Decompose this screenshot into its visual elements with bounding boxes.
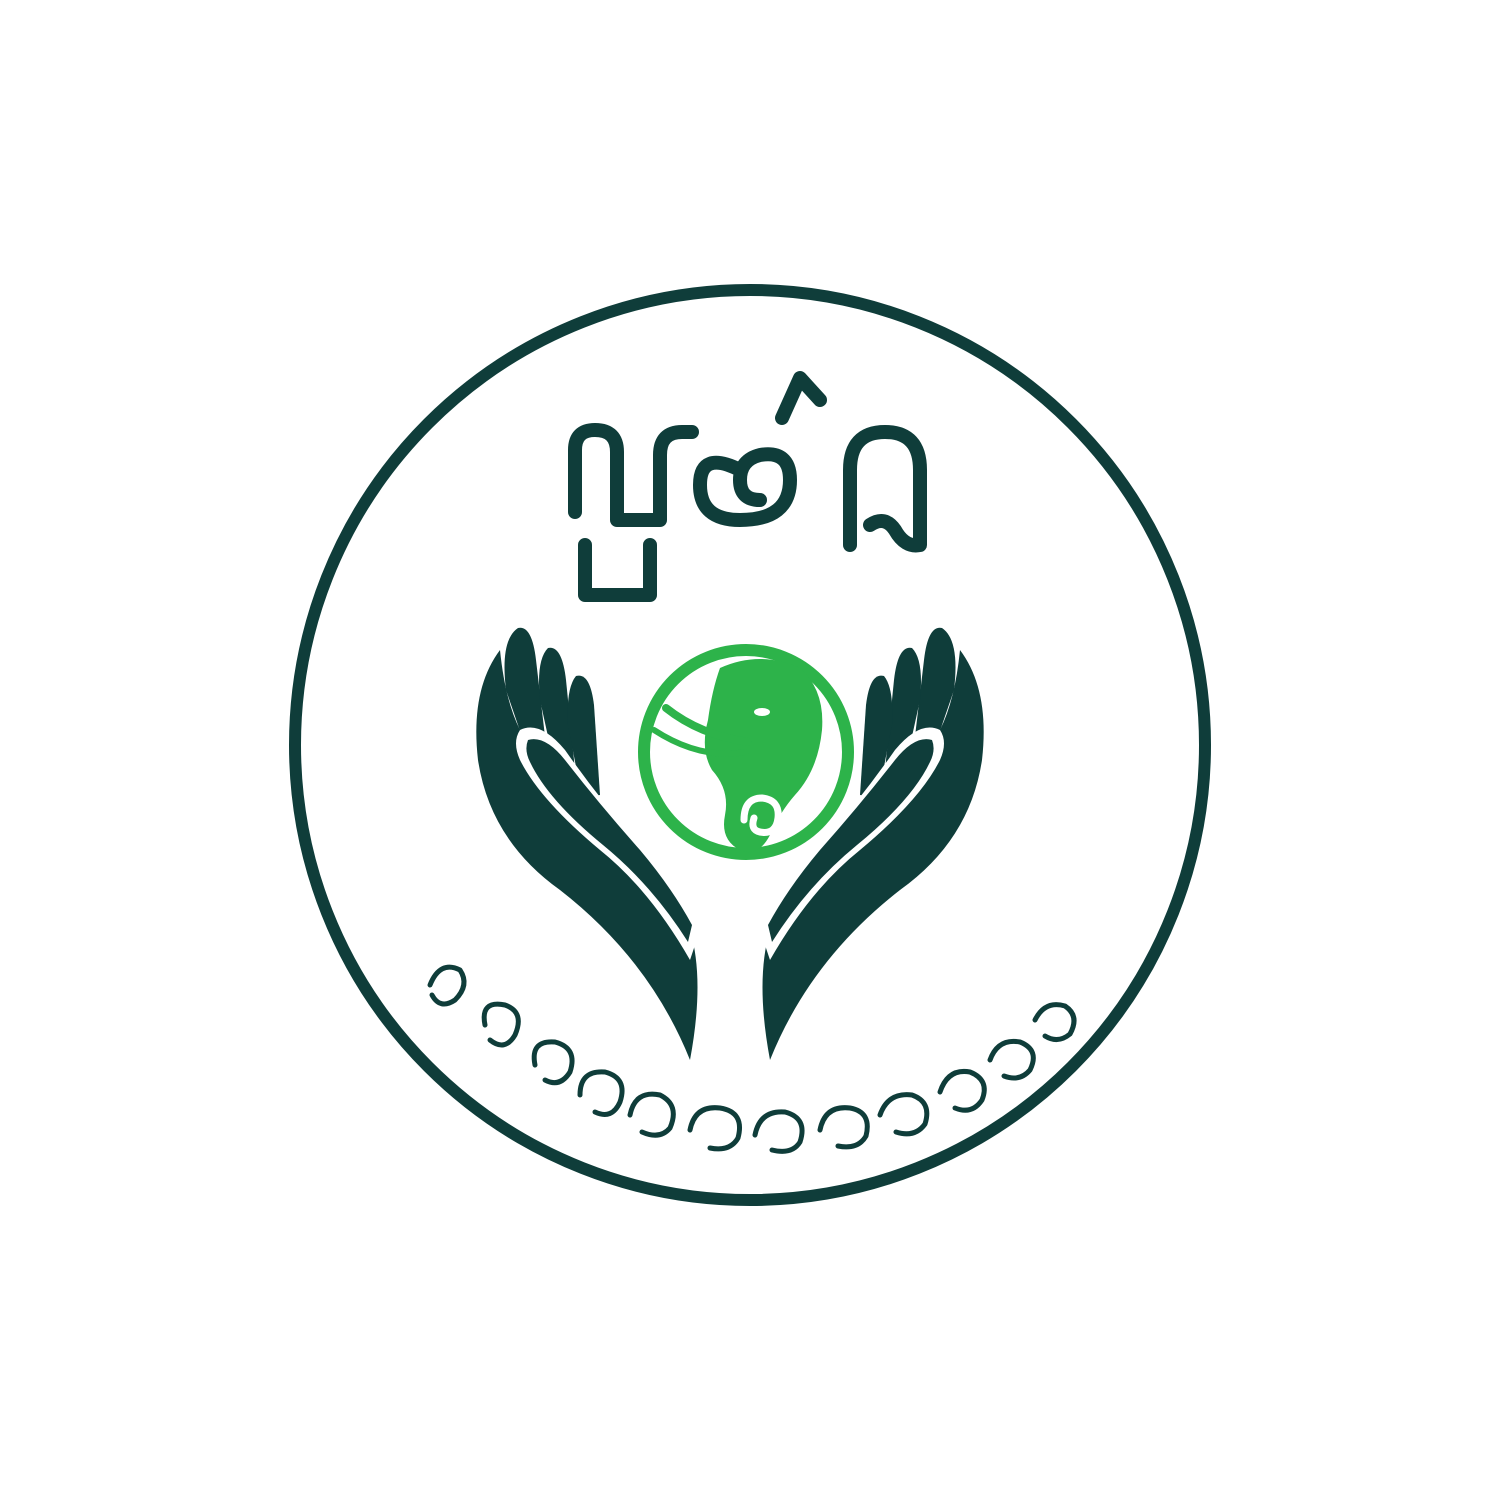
elephant-eye <box>754 708 770 716</box>
elephant-icon <box>644 650 848 854</box>
